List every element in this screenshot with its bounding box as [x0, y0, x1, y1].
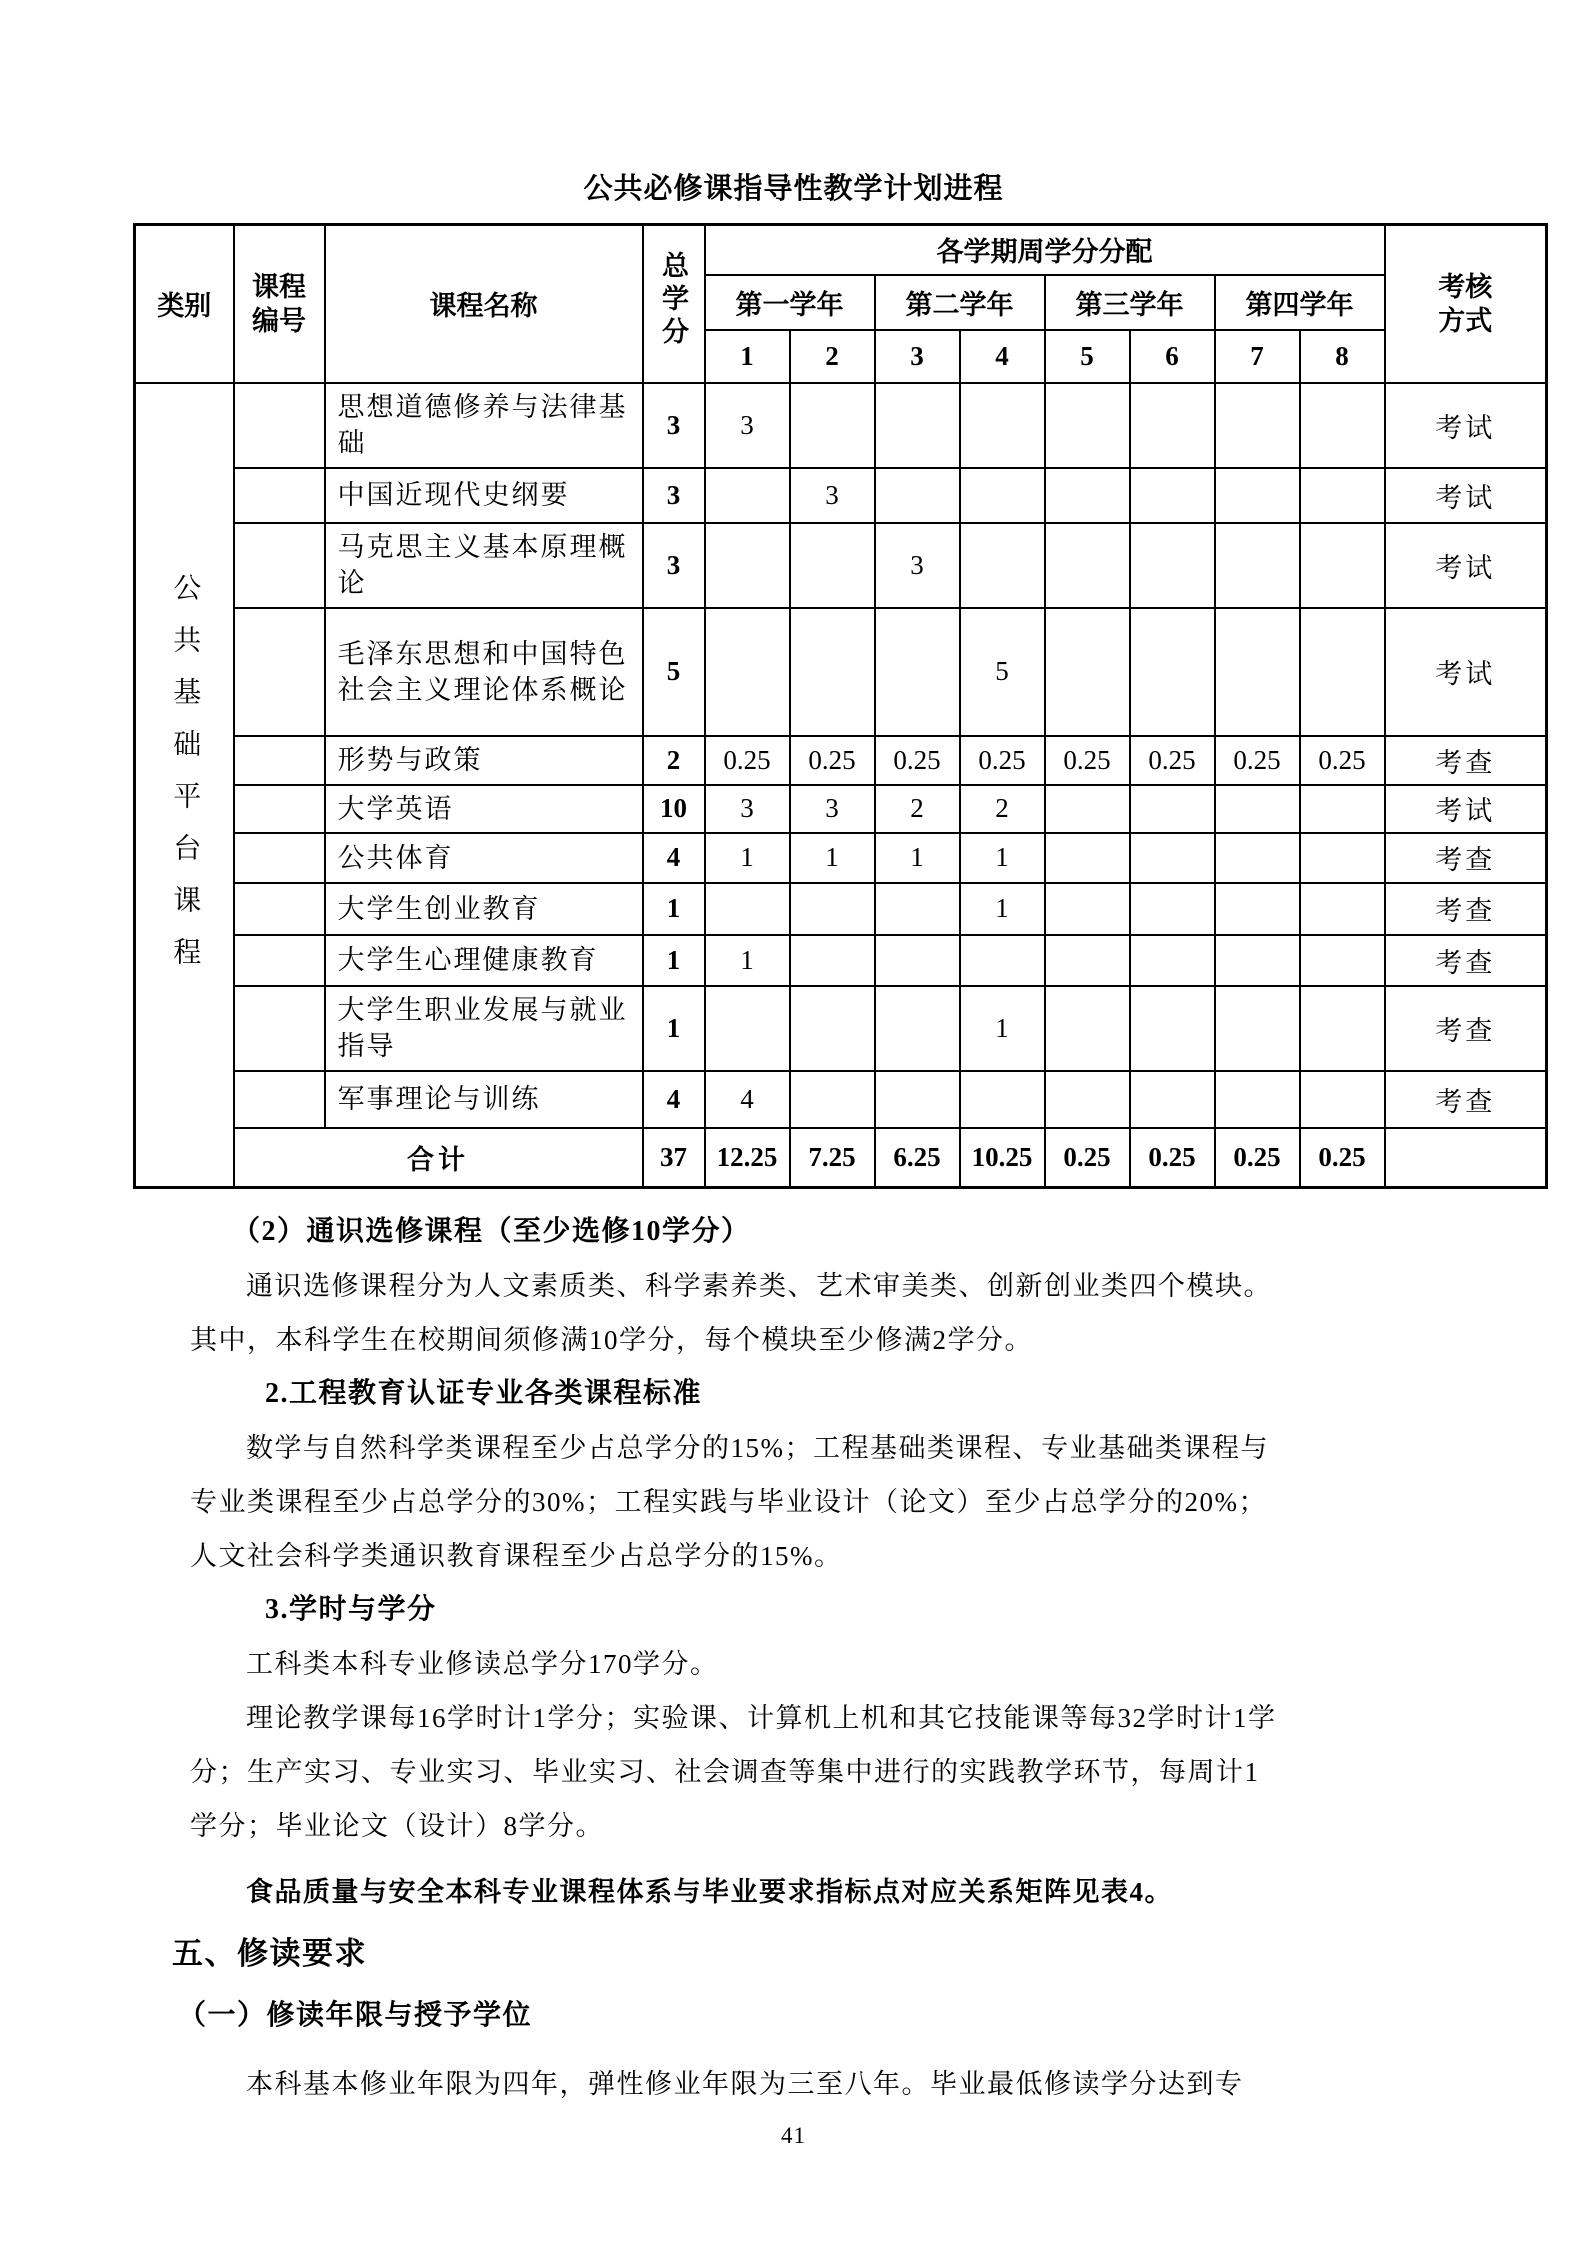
- table-row: [135, 1071, 1547, 1128]
- semester-credit-cell: 3: [705, 785, 790, 833]
- total-credits-cell: 3: [643, 468, 705, 523]
- assessment-cell: 考试: [1385, 523, 1547, 608]
- header-year-2: 第二学年: [875, 275, 1045, 330]
- course-no-cell: [234, 935, 325, 986]
- total-credits-cell: 3: [643, 383, 705, 468]
- semester-credit-cell: [960, 468, 1045, 523]
- header-year-4: 第四学年: [1215, 275, 1385, 330]
- semester-credit-cell: [1130, 986, 1215, 1071]
- paragraph-line: 分；生产实习、专业实习、毕业实习、社会调查等集中进行的实践教学环节，每周计1: [190, 1757, 1260, 1787]
- semester-credit-cell: [1130, 608, 1215, 736]
- semester-credit-cell: 1: [875, 833, 960, 883]
- semester-credit-cell: [1045, 468, 1130, 523]
- assessment-cell: 考试: [1385, 468, 1547, 523]
- course-no-cell: [234, 736, 325, 785]
- course-name-cell: 大学生职业发展与就业指导: [325, 986, 643, 1071]
- semester-credit-cell: [960, 1071, 1045, 1128]
- semester-credit-cell: [1215, 883, 1300, 935]
- header-category: 类别: [135, 225, 234, 383]
- paragraph-line: 本科基本修业年限为四年，弹性修业年限为三至八年。毕业最低修读学分达到专: [246, 2069, 1244, 2099]
- semester-credit-cell: 2: [960, 785, 1045, 833]
- semester-credit-cell: [1045, 986, 1130, 1071]
- semester-credit-cell: [1300, 833, 1385, 883]
- header-year-3: 第三学年: [1045, 275, 1215, 330]
- semester-credit-cell: [960, 935, 1045, 986]
- semester-credit-cell: [1045, 523, 1130, 608]
- semester-credit-cell: [1045, 608, 1130, 736]
- semester-credit-cell: 4: [705, 1071, 790, 1128]
- header-total-credits: [643, 225, 705, 383]
- course-name-cell: 思想道德修养与法律基础: [325, 383, 643, 468]
- assessment-cell: 考查: [1385, 986, 1547, 1071]
- semester-credit-cell: [1130, 1071, 1215, 1128]
- semester-credit-cell: [960, 383, 1045, 468]
- semester-sum-cell: 0.25: [1045, 1128, 1130, 1188]
- semester-credit-cell: [1130, 935, 1215, 986]
- semester-credit-cell: 1: [960, 883, 1045, 935]
- semester-credit-cell: 3: [705, 383, 790, 468]
- semester-sum-cell: 10.25: [960, 1128, 1045, 1188]
- semester-credit-cell: [1215, 383, 1300, 468]
- semester-credit-cell: [1215, 833, 1300, 883]
- semester-credit-cell: 0.25: [790, 736, 875, 785]
- header-assessment-label: 考核方式: [1438, 271, 1493, 336]
- header-course-no: [234, 225, 325, 383]
- header-sem-4: 4: [960, 330, 1045, 383]
- semester-credit-cell: [1215, 935, 1300, 986]
- total-credits-cell: 4: [643, 833, 705, 883]
- semester-credit-cell: 0.25: [705, 736, 790, 785]
- assessment-cell: 考试: [1385, 383, 1547, 468]
- semester-credit-cell: [1300, 468, 1385, 523]
- paragraph-line: 数学与自然科学类课程至少占总学分的15%；工程基础类课程、专业基础类课程与: [246, 1433, 1269, 1463]
- semester-credit-cell: [790, 935, 875, 986]
- header-sem-3: 3: [875, 330, 960, 383]
- course-name-cell: 大学英语: [325, 785, 643, 833]
- table-row: [135, 935, 1547, 986]
- semester-credit-cell: [1045, 785, 1130, 833]
- table-row: [135, 833, 1547, 883]
- paragraph-line: 其中，本科学生在校期间须修满10学分，每个模块至少修满2学分。: [190, 1325, 1033, 1355]
- course-no-cell: [234, 523, 325, 608]
- total-credits-cell: 1: [643, 883, 705, 935]
- heading-elective-courses: （2）通识选修课程（至少选修10学分）: [232, 1216, 751, 1247]
- semester-credit-cell: [1300, 608, 1385, 736]
- semester-credit-cell: 1: [790, 833, 875, 883]
- semester-credit-cell: [1215, 523, 1300, 608]
- header-total-credits-label: 总学分: [658, 250, 688, 350]
- header-row-1: [135, 225, 1547, 275]
- semester-credit-cell: 0.25: [1300, 736, 1385, 785]
- heading-hours-credits: 3.学时与学分: [265, 1594, 437, 1625]
- semester-credit-cell: [1045, 883, 1130, 935]
- course-name-cell: 中国近现代史纲要: [325, 468, 643, 523]
- course-no-cell: [234, 883, 325, 935]
- semester-credit-cell: [1300, 523, 1385, 608]
- assessment-cell: 考查: [1385, 883, 1547, 935]
- header-semester-distribution: 各学期周学分分配: [705, 225, 1385, 275]
- course-name-cell: 大学生创业教育: [325, 883, 643, 935]
- semester-credit-cell: [1215, 986, 1300, 1071]
- course-no-cell: [234, 1071, 325, 1128]
- semester-credit-cell: [1300, 1071, 1385, 1128]
- semester-credit-cell: [875, 1071, 960, 1128]
- course-no-cell: [234, 986, 325, 1071]
- semester-credit-cell: [1300, 986, 1385, 1071]
- heading-subsection-1: （一）修读年限与授予学位: [178, 2000, 533, 2031]
- semester-credit-cell: [1130, 383, 1215, 468]
- semester-credit-cell: 0.25: [960, 736, 1045, 785]
- body-text: [130, 1205, 1457, 2149]
- header-sem-2: 2: [790, 330, 875, 383]
- semester-credit-cell: [875, 986, 960, 1071]
- course-name-cell: 形势与政策: [325, 736, 643, 785]
- semester-credit-cell: [1300, 935, 1385, 986]
- semester-credit-cell: [1130, 833, 1215, 883]
- semester-credit-cell: 0.25: [1215, 736, 1300, 785]
- total-credits-cell: 3: [643, 523, 705, 608]
- heading-section-5: 五、修读要求: [172, 1936, 367, 1971]
- table-row: [135, 736, 1547, 785]
- semester-credit-cell: [875, 608, 960, 736]
- category-cell: [135, 383, 234, 1188]
- semester-credit-cell: [1300, 785, 1385, 833]
- course-no-cell: [234, 785, 325, 833]
- paragraph-line: 通识选修课程分为人文素质类、科学素养类、艺术审美类、创新创业类四个模块。: [246, 1271, 1272, 1301]
- semester-credit-cell: [1130, 523, 1215, 608]
- semester-credit-cell: [790, 1071, 875, 1128]
- course-no-cell: [234, 608, 325, 736]
- semester-credit-cell: [1045, 1071, 1130, 1128]
- table-row: [135, 383, 1547, 468]
- semester-credit-cell: [790, 608, 875, 736]
- semester-sum-cell: 0.25: [1300, 1128, 1385, 1188]
- semester-credit-cell: [960, 523, 1045, 608]
- semester-credit-cell: 0.25: [875, 736, 960, 785]
- course-no-cell: [234, 833, 325, 883]
- course-name-cell: 军事理论与训练: [325, 1071, 643, 1128]
- total-credits-cell: 1: [643, 986, 705, 1071]
- semester-credit-cell: [1130, 785, 1215, 833]
- semester-credit-cell: 5: [960, 608, 1045, 736]
- course-name-cell: 公共体育: [325, 833, 643, 883]
- semester-credit-cell: 3: [875, 523, 960, 608]
- semester-sum-cell: 12.25: [705, 1128, 790, 1188]
- semester-credit-cell: [705, 523, 790, 608]
- semester-credit-cell: [1045, 935, 1130, 986]
- semester-credit-cell: 1: [960, 986, 1045, 1071]
- assessment-cell: 考查: [1385, 736, 1547, 785]
- table-row: [135, 986, 1547, 1071]
- table-row: [135, 468, 1547, 523]
- category-label: 公共基础平台课程: [169, 573, 201, 990]
- semester-credit-cell: [705, 608, 790, 736]
- paragraph-line: 工科类本科专业修读总学分170学分。: [246, 1649, 719, 1679]
- table-row: [135, 785, 1547, 833]
- paragraph-line: 理论教学课每16学时计1学分；实验课、计算机上机和其它技能课等每32学时计1学: [246, 1703, 1277, 1733]
- semester-credit-cell: [790, 383, 875, 468]
- semester-credit-cell: 1: [705, 833, 790, 883]
- semester-credit-cell: 1: [960, 833, 1045, 883]
- header-sem-5: 5: [1045, 330, 1130, 383]
- header-sem-1: 1: [705, 330, 790, 383]
- semester-credit-cell: [705, 883, 790, 935]
- semester-credit-cell: [1045, 833, 1130, 883]
- total-credits-cell: 1: [643, 935, 705, 986]
- paragraph-line: 学分；毕业论文（设计）8学分。: [190, 1811, 604, 1841]
- semester-credit-cell: [1215, 785, 1300, 833]
- assessment-cell: 考查: [1385, 833, 1547, 883]
- paragraph-line: 专业类课程至少占总学分的30%；工程实践与毕业设计（论文）至少占总学分的20%；: [190, 1487, 1267, 1517]
- semester-credit-cell: [1130, 468, 1215, 523]
- assessment-cell: [1385, 1128, 1547, 1188]
- semester-credit-cell: [1300, 883, 1385, 935]
- heading-engineering-standard: 2.工程教育认证专业各类课程标准: [265, 1378, 703, 1409]
- semester-credit-cell: [705, 986, 790, 1071]
- course-no-cell: [234, 383, 325, 468]
- header-course-name: 课程名称: [325, 225, 643, 383]
- header-sem-6: 6: [1130, 330, 1215, 383]
- course-no-cell: [234, 468, 325, 523]
- header-assessment: [1385, 225, 1547, 383]
- total-credits-cell: 5: [643, 608, 705, 736]
- assessment-cell: 考查: [1385, 935, 1547, 986]
- total-credits-cell: 4: [643, 1071, 705, 1128]
- table-row: [135, 523, 1547, 608]
- total-credits-sum-cell: 37: [643, 1128, 705, 1188]
- header-course-no-label: 课程编号: [252, 271, 306, 336]
- course-schedule-table: [133, 223, 1548, 1189]
- semester-credit-cell: 1: [705, 935, 790, 986]
- header-sem-7: 7: [1215, 330, 1300, 383]
- paragraph-matrix-note: 食品质量与安全本科专业课程体系与毕业要求指标点对应关系矩阵见表4。: [246, 1877, 1173, 1907]
- semester-credit-cell: [1130, 883, 1215, 935]
- semester-sum-cell: 7.25: [790, 1128, 875, 1188]
- semester-credit-cell: [705, 468, 790, 523]
- paragraph-line: 人文社会科学类通识教育课程至少占总学分的15%。: [190, 1541, 843, 1571]
- semester-credit-cell: [1215, 608, 1300, 736]
- semester-credit-cell: [790, 523, 875, 608]
- document-title: 公共必修课指导性教学计划进程: [583, 173, 1004, 205]
- semester-sum-cell: 0.25: [1215, 1128, 1300, 1188]
- semester-sum-cell: 6.25: [875, 1128, 960, 1188]
- page-number: 41: [781, 2123, 806, 2148]
- semester-sum-cell: 0.25: [1130, 1128, 1215, 1188]
- table-row: [135, 608, 1547, 736]
- assessment-cell: 考试: [1385, 608, 1547, 736]
- course-name-cell: 毛泽东思想和中国特色社会主义理论体系概论: [325, 608, 643, 736]
- semester-credit-cell: 0.25: [1130, 736, 1215, 785]
- semester-credit-cell: [1045, 383, 1130, 468]
- semester-credit-cell: [1215, 1071, 1300, 1128]
- header-year-1: 第一学年: [705, 275, 875, 330]
- semester-credit-cell: 2: [875, 785, 960, 833]
- semester-credit-cell: [875, 935, 960, 986]
- total-credits-cell: 2: [643, 736, 705, 785]
- assessment-cell: 考查: [1385, 1071, 1547, 1128]
- header-sem-8: 8: [1300, 330, 1385, 383]
- semester-credit-cell: 3: [790, 785, 875, 833]
- semester-credit-cell: [1300, 383, 1385, 468]
- total-row-label: 合计: [234, 1128, 643, 1188]
- table-row: [135, 883, 1547, 935]
- assessment-cell: 考试: [1385, 785, 1547, 833]
- semester-credit-cell: [875, 883, 960, 935]
- semester-credit-cell: [1215, 468, 1300, 523]
- semester-credit-cell: [875, 468, 960, 523]
- semester-credit-cell: 0.25: [1045, 736, 1130, 785]
- semester-credit-cell: [875, 383, 960, 468]
- course-name-cell: 马克思主义基本原理概论: [325, 523, 643, 608]
- course-name-cell: 大学生心理健康教育: [325, 935, 643, 986]
- semester-credit-cell: [790, 986, 875, 1071]
- semester-credit-cell: [790, 883, 875, 935]
- semester-credit-cell: 3: [790, 468, 875, 523]
- total-credits-cell: 10: [643, 785, 705, 833]
- table-total-row: [135, 1128, 1547, 1188]
